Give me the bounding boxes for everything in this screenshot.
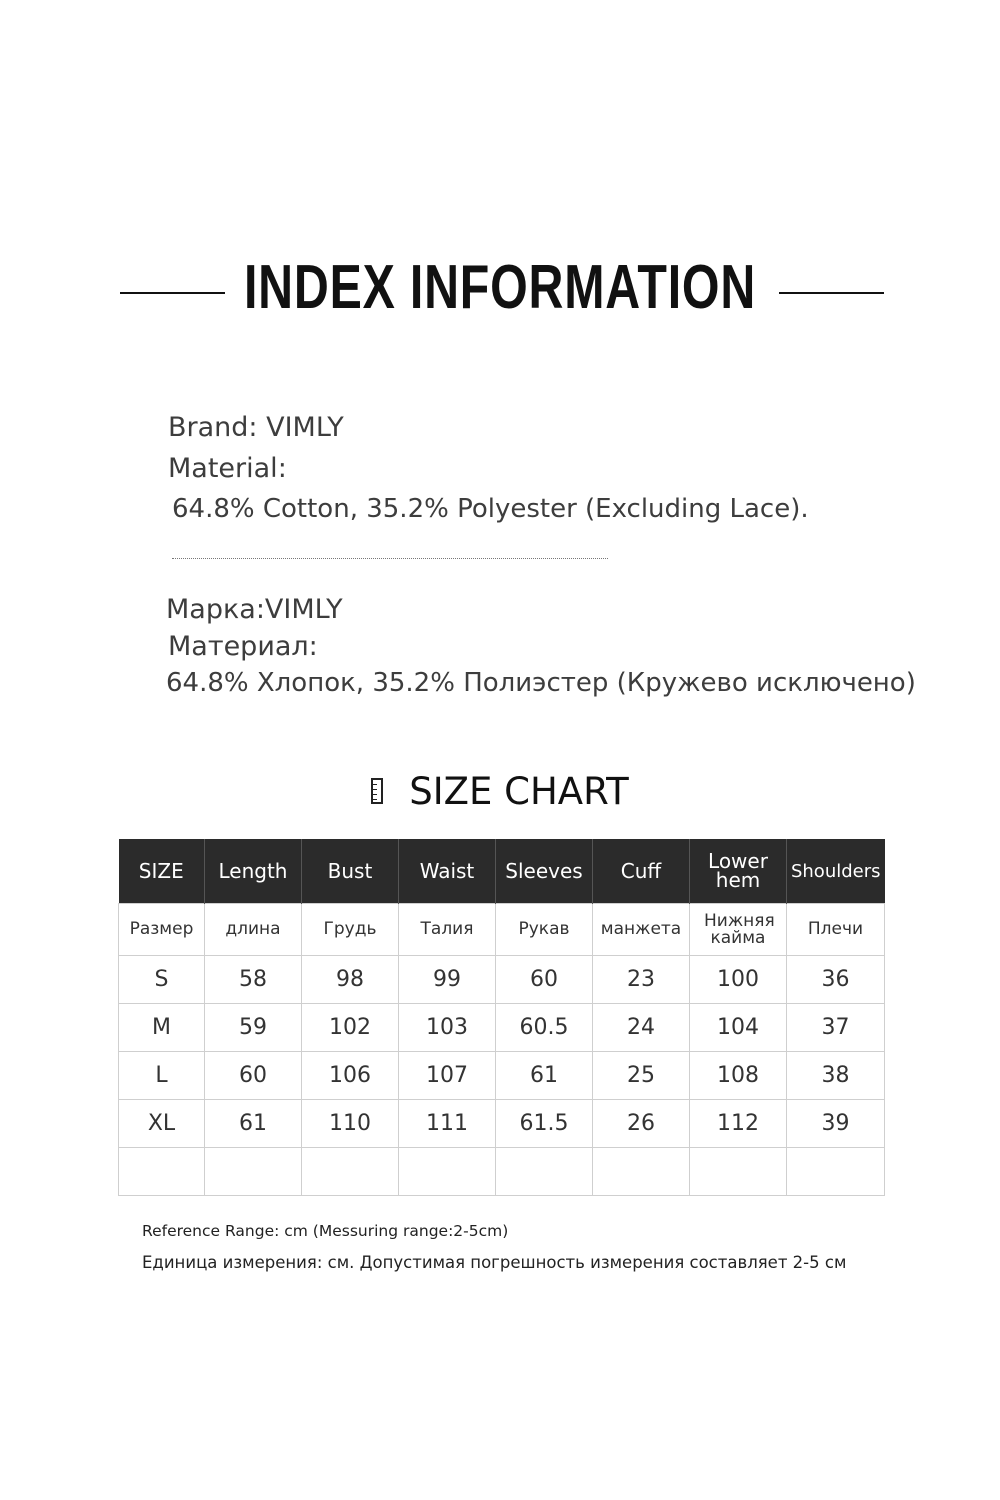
table-cell: 24	[593, 1004, 690, 1052]
table-cell: 23	[593, 956, 690, 1004]
column-header: Sleeves	[496, 839, 593, 904]
table-cell: 99	[399, 956, 496, 1004]
empty-cell	[302, 1148, 399, 1196]
empty-row	[119, 1148, 885, 1196]
size-chart-title: SIZE CHART	[409, 770, 629, 813]
table-cell: 110	[302, 1100, 399, 1148]
column-header: Lower hem	[690, 839, 787, 904]
brand-ru: Марка:VIMLY	[166, 594, 343, 625]
empty-cell	[593, 1148, 690, 1196]
column-header-ru: Рукав	[496, 904, 593, 956]
column-header: Cuff	[593, 839, 690, 904]
column-header: Length	[205, 839, 302, 904]
table-cell: S	[119, 956, 205, 1004]
empty-cell	[690, 1148, 787, 1196]
table-cell: 107	[399, 1052, 496, 1100]
table-cell: 61.5	[496, 1100, 593, 1148]
empty-cell	[399, 1148, 496, 1196]
column-header: SIZE	[119, 839, 205, 904]
material-value-en: 64.8% Cotton, 35.2% Polyester (Excluding Lace).	[172, 494, 809, 524]
table-cell: 60.5	[496, 1004, 593, 1052]
empty-cell	[787, 1148, 885, 1196]
ruler-icon	[371, 778, 383, 804]
column-header-ru: манжета	[593, 904, 690, 956]
column-header-ru: Грудь	[302, 904, 399, 956]
column-header-ru: Нижняя кайма	[690, 904, 787, 956]
header-row-ru	[119, 904, 885, 956]
header-row-en	[119, 839, 885, 904]
table-row	[119, 956, 885, 1004]
empty-cell	[119, 1148, 205, 1196]
column-header-ru: длина	[205, 904, 302, 956]
table-cell: 108	[690, 1052, 787, 1100]
table-cell: L	[119, 1052, 205, 1100]
page-title: INDEX INFORMATION	[243, 253, 757, 322]
table-cell: 111	[399, 1100, 496, 1148]
column-header-ru: Плечи	[787, 904, 885, 956]
table-cell: 36	[787, 956, 885, 1004]
table-cell: 100	[690, 956, 787, 1004]
table-cell: 104	[690, 1004, 787, 1052]
table-cell: 61	[496, 1052, 593, 1100]
table-cell: 112	[690, 1100, 787, 1148]
table-cell: 60	[496, 956, 593, 1004]
reference-range-note: Reference Range: cm (Messuring range:2-5cm)	[142, 1222, 509, 1240]
table-row	[119, 1004, 885, 1052]
size-table	[118, 839, 885, 1196]
info-divider	[172, 558, 608, 559]
table-cell: 59	[205, 1004, 302, 1052]
column-header-ru: Талия	[399, 904, 496, 956]
table-cell: 39	[787, 1100, 885, 1148]
column-header: Waist	[399, 839, 496, 904]
table-cell: 61	[205, 1100, 302, 1148]
table-cell: 102	[302, 1004, 399, 1052]
table-cell: 60	[205, 1052, 302, 1100]
table-cell: 25	[593, 1052, 690, 1100]
column-header: Shoulders	[787, 839, 885, 904]
material-label-en: Material:	[168, 453, 287, 484]
column-header-ru: Размер	[119, 904, 205, 956]
column-header: Bust	[302, 839, 399, 904]
table-cell: 98	[302, 956, 399, 1004]
table-cell: 26	[593, 1100, 690, 1148]
measurement-note-ru: Единица измерения: см. Допустимая погрешность измерения составляет 2-5 см	[142, 1253, 847, 1272]
table-cell: XL	[119, 1100, 205, 1148]
empty-cell	[205, 1148, 302, 1196]
material-value-ru: 64.8% Хлопок, 35.2% Полиэстер (Кружево исключено)	[166, 668, 916, 698]
empty-cell	[496, 1148, 593, 1196]
table-cell: M	[119, 1004, 205, 1052]
table-cell: 106	[302, 1052, 399, 1100]
material-label-ru: Материал:	[168, 631, 318, 662]
size-chart-heading	[0, 770, 1000, 813]
table-row	[119, 1100, 885, 1148]
table-cell: 103	[399, 1004, 496, 1052]
table-row	[119, 1052, 885, 1100]
table-cell: 37	[787, 1004, 885, 1052]
table-cell: 38	[787, 1052, 885, 1100]
table-cell: 58	[205, 956, 302, 1004]
brand-en: Brand: VIMLY	[168, 412, 344, 443]
